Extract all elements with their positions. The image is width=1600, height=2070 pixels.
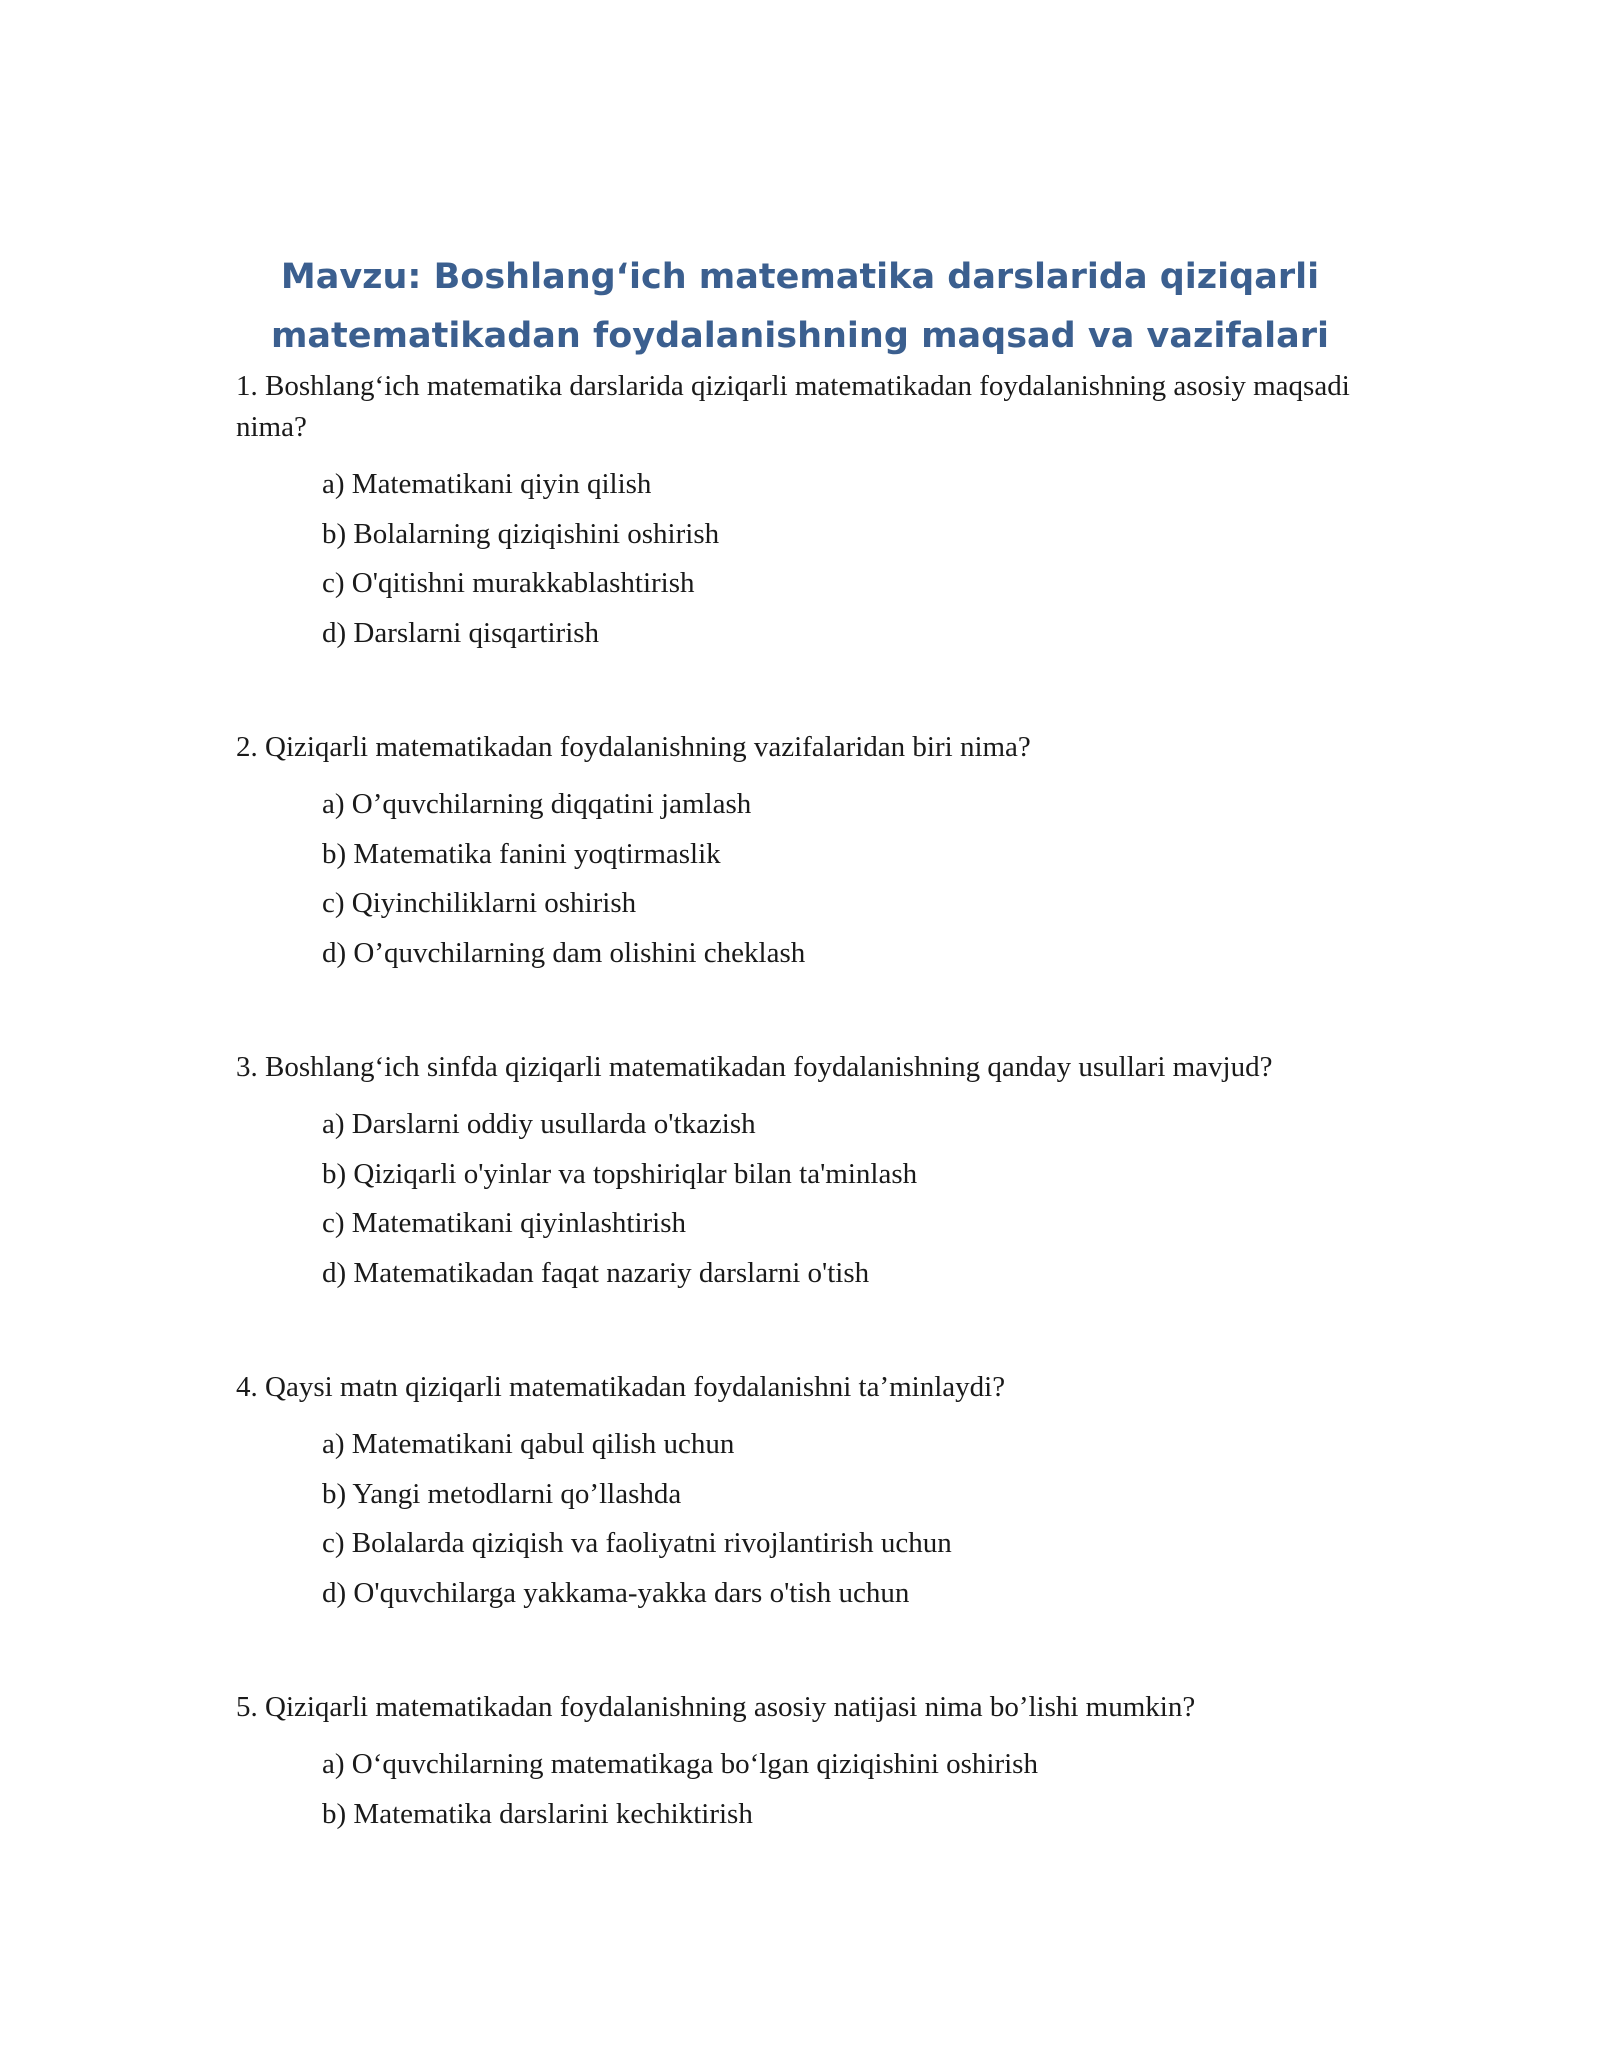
answer-options [322,1420,1376,1618]
answer-option-b: b) Bolalarning qiziqishini oshirish [322,517,720,550]
answer-option-c: c) O'qitishni murakkablashtirish [322,567,695,599]
answer-option-c: c) Qiyinchiliklarni oshirish [322,887,637,919]
question-text: 1. Boshlang‘ich matematika darslarida qiziqarli matematikadan foydalanishning asosiy maqsadi nima? [236,370,1350,443]
question-text: 3. Boshlang‘ich sinfda qiziqarli matematikadan foydalanishning qanday usullari mavjud? [236,1051,1273,1083]
answer-option-d: d) Darslarni qisqartirish [322,616,600,649]
answer-option-a: a) Darslarni oddiy usullarda o'tkazish [322,1108,756,1140]
question-block-5 [236,1687,1376,1839]
question-block-4 [236,1367,1376,1618]
answer-option-b: b) Yangi metodlarni qo’llashda [322,1477,682,1510]
answer-options [322,1740,1376,1839]
question-block-2 [236,727,1376,978]
answer-option-b: b) Matematika darslarini kechiktirish [322,1797,753,1830]
answer-option-d: d) O’quvchilarning dam olishini cheklash [322,936,806,969]
answer-option-a: a) O‘quvchilarning matematikaga bo‘lgan qiziqishini oshirish [322,1748,1038,1780]
answer-option-a: a) O’quvchilarning diqqatini jamlash [322,788,752,820]
answer-option-b: b) Matematika fanini yoqtirmaslik [322,837,721,870]
answer-option-d: d) Matematikadan faqat nazariy darslarni o'tish [322,1256,870,1289]
answer-option-c: c) Matematikani qiyinlashtirish [322,1207,687,1239]
title-line-2: matematikadan foydalanishning maqsad va vazifalari [270,316,1330,356]
answer-options [322,1100,1376,1298]
answer-option-a: a) Matematikani qabul qilish uchun [322,1428,735,1460]
answer-options [322,780,1376,978]
question-block-3 [236,1047,1376,1298]
title-line-1: Mavzu: Boshlang‘ich matematika darslarida qiziqarli [280,257,1320,297]
question-text: 4. Qaysi matn qiziqarli matematikadan foydalanishni ta’minlaydi? [236,1371,1006,1403]
question-text: 2. Qiziqarli matematikadan foydalanishning vazifalaridan biri nima? [236,731,1031,763]
answer-option-b: b) Qiziqarli o'yinlar va topshiriqlar bilan ta'minlash [322,1157,918,1190]
document-title [230,248,1370,366]
answer-option-c: c) Bolalarda qiziqish va faoliyatni rivojlantirish uchun [322,1527,952,1559]
answer-option-d: d) O'quvchilarga yakkama-yakka dars o'tish uchun [322,1576,910,1609]
question-list [236,366,1376,1908]
question-text: 5. Qiziqarli matematikadan foydalanishning asosiy natijasi nima bo’lishi mumkin? [236,1691,1196,1723]
answer-options [322,460,1376,658]
question-block-1 [236,366,1376,658]
answer-option-a: a) Matematikani qiyin qilish [322,468,652,500]
